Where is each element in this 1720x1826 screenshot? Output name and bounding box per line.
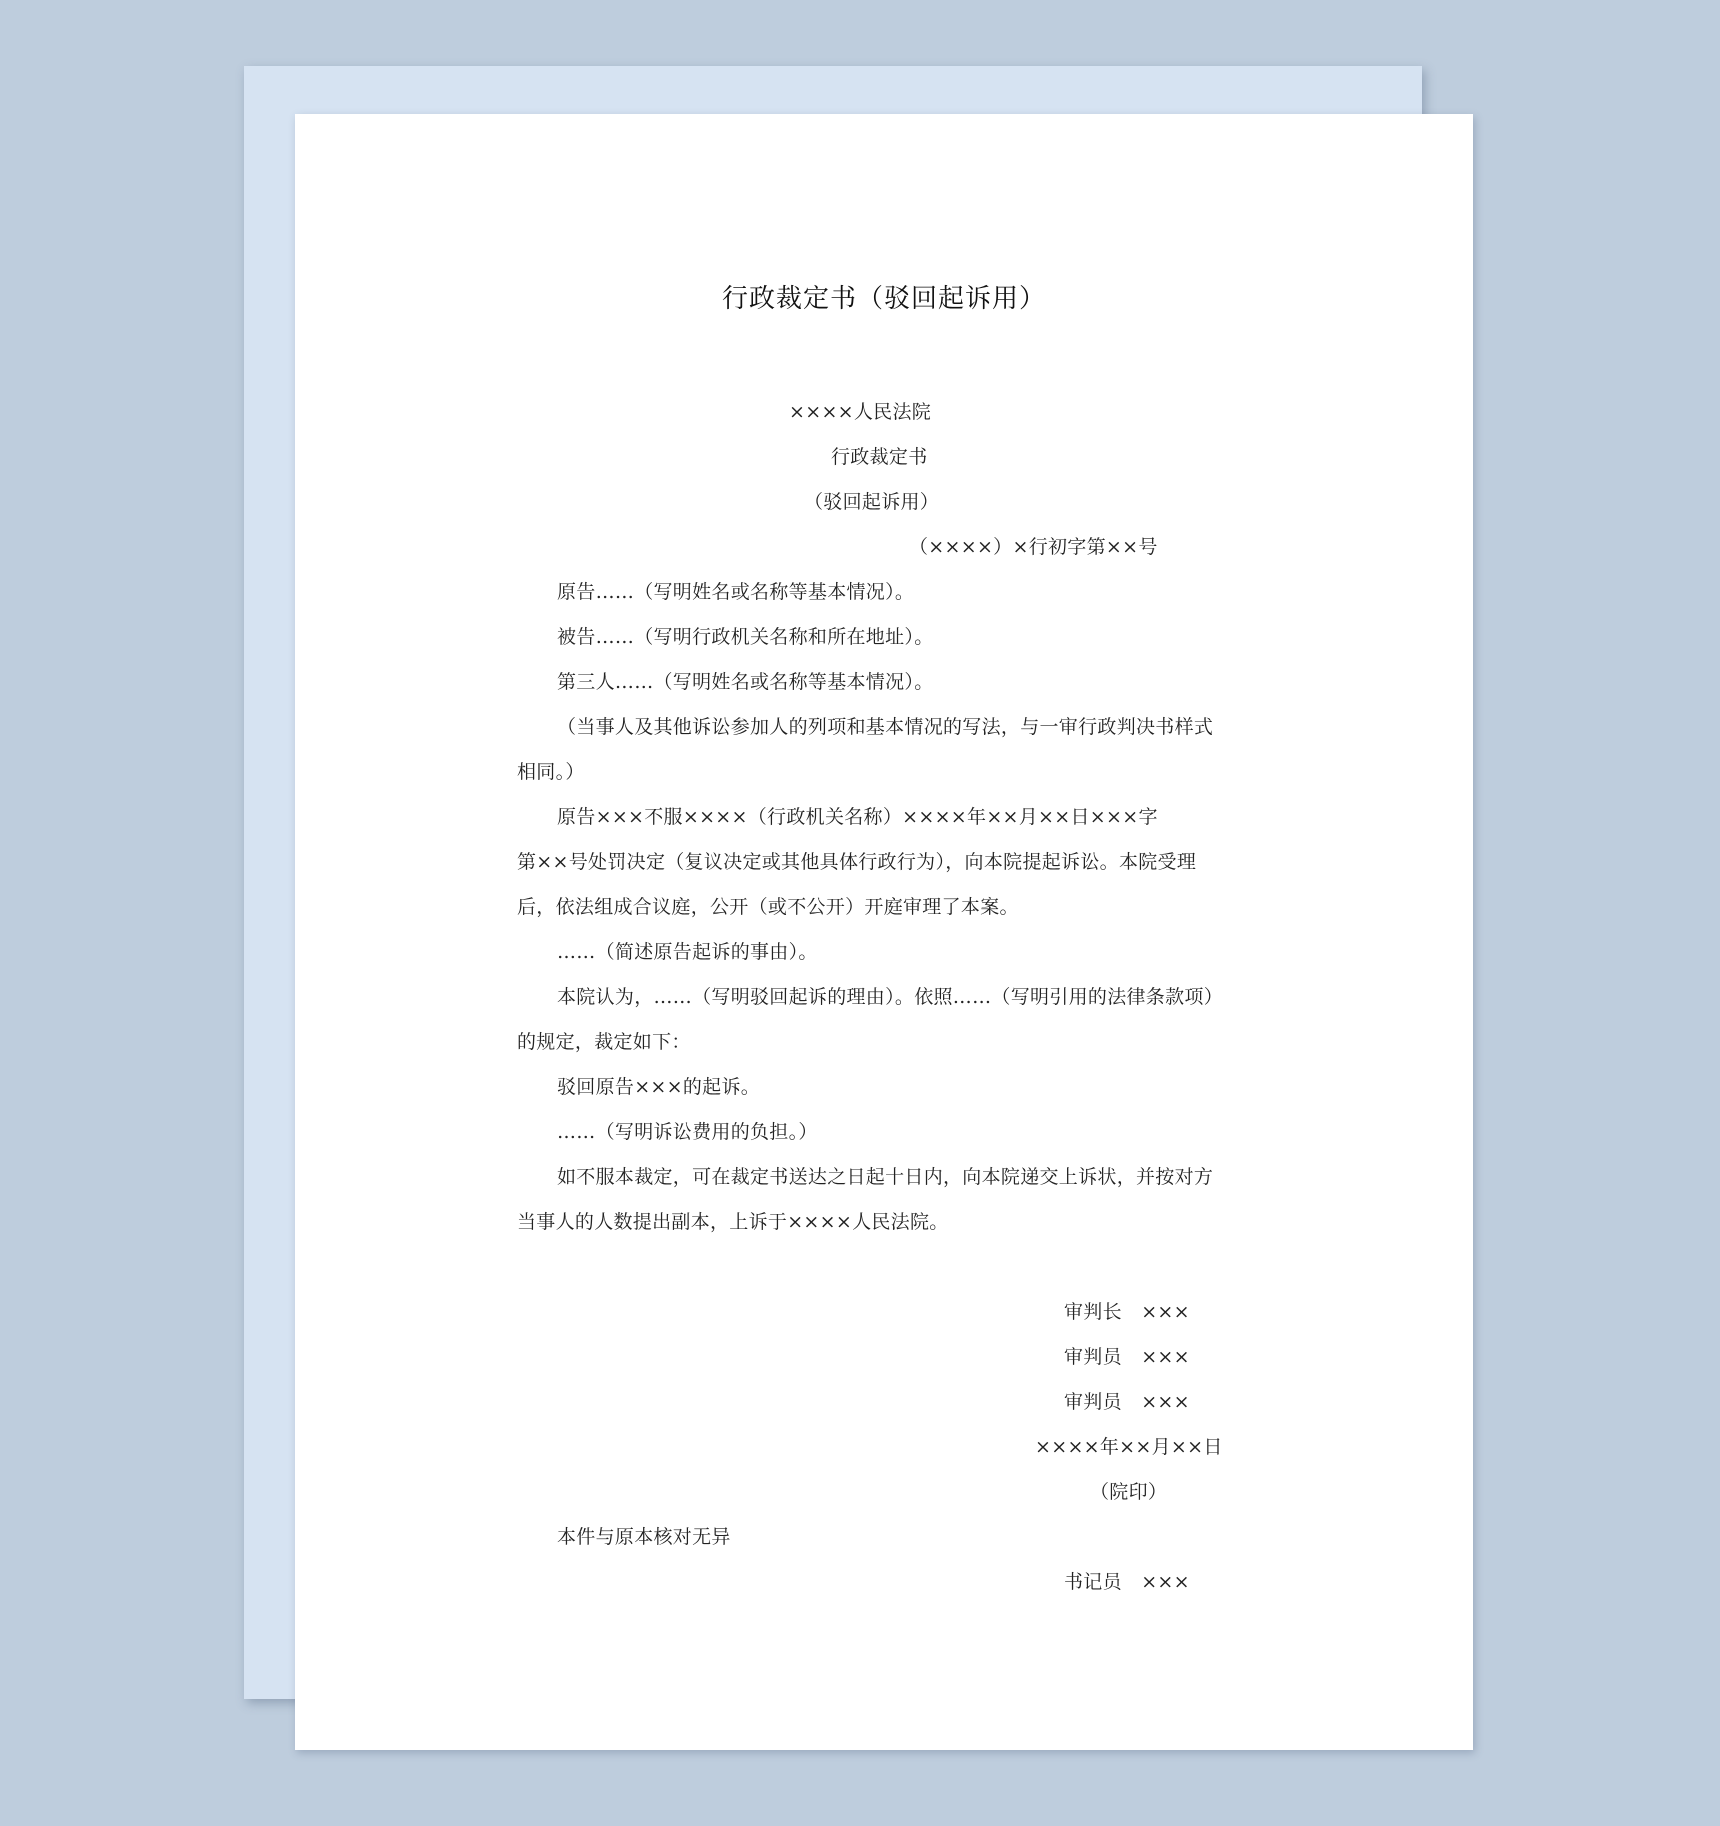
parties-note-line-2: 相同。） (517, 761, 585, 783)
paragraph-1-line-3: 后，依法组成合议庭，公开（或不公开）开庭审理了本案。 (517, 896, 1019, 918)
judge-2-signature: 审判员 ××× (1064, 1391, 1190, 1413)
paragraph-1-line-2: 第××号处罚决定（复议决定或其他具体行政行为），向本院提起诉讼。本院受理 (517, 851, 1197, 873)
court-name: ××××人民法院 (789, 401, 932, 423)
court-seal-label: （院印） (1090, 1481, 1168, 1503)
presiding-judge-signature: 审判长 ××× (1064, 1301, 1190, 1323)
third-party-line: 第三人……（写明姓名或名称等基本情况）。 (557, 671, 934, 693)
doc-subtype-heading: （驳回起诉用） (804, 491, 940, 513)
costs-text: ……（写明诉讼费用的负担。） (557, 1121, 818, 1143)
document-title: 行政裁定书（驳回起诉用） (721, 284, 1046, 314)
document-page (295, 114, 1473, 1750)
paragraph-1-line-1: 原告×××不服××××（行政机关名称）××××年××月××日×××字 (557, 806, 1158, 828)
parties-note-line-1: （当事人及其他诉讼参加人的列项和基本情况的写法，与一审行政判决书样式 (557, 716, 1214, 738)
defendant-line: 被告……（写明行政机关名称和所在地址）。 (557, 626, 934, 648)
ruling-date: ××××年××月××日 (1035, 1436, 1223, 1458)
clerk-signature: 书记员 ××× (1064, 1571, 1190, 1593)
verification-statement: 本件与原本核对无异 (557, 1526, 731, 1548)
case-number: （××××）×行初字第××号 (909, 536, 1158, 558)
paragraph-3-line-1: 本院认为，……（写明驳回起诉的理由）。依照……（写明引用的法律条款项） (557, 986, 1224, 1008)
appeal-notice-line-2: 当事人的人数提出副本，上诉于××××人民法院。 (517, 1211, 949, 1233)
judge-1-signature: 审判员 ××× (1064, 1346, 1190, 1368)
appeal-notice-line-1: 如不服本裁定，可在裁定书送达之日起十日内，向本院递交上诉状，并按对方 (557, 1166, 1214, 1188)
ruling-text: 驳回原告×××的起诉。 (557, 1076, 761, 1098)
paragraph-3-line-2: 的规定，裁定如下： (517, 1031, 691, 1053)
doc-type-heading: 行政裁定书 (831, 446, 928, 468)
plaintiff-line: 原告……（写明姓名或名称等基本情况）。 (557, 581, 915, 603)
paragraph-2: ……（简述原告起诉的事由）。 (557, 941, 818, 963)
